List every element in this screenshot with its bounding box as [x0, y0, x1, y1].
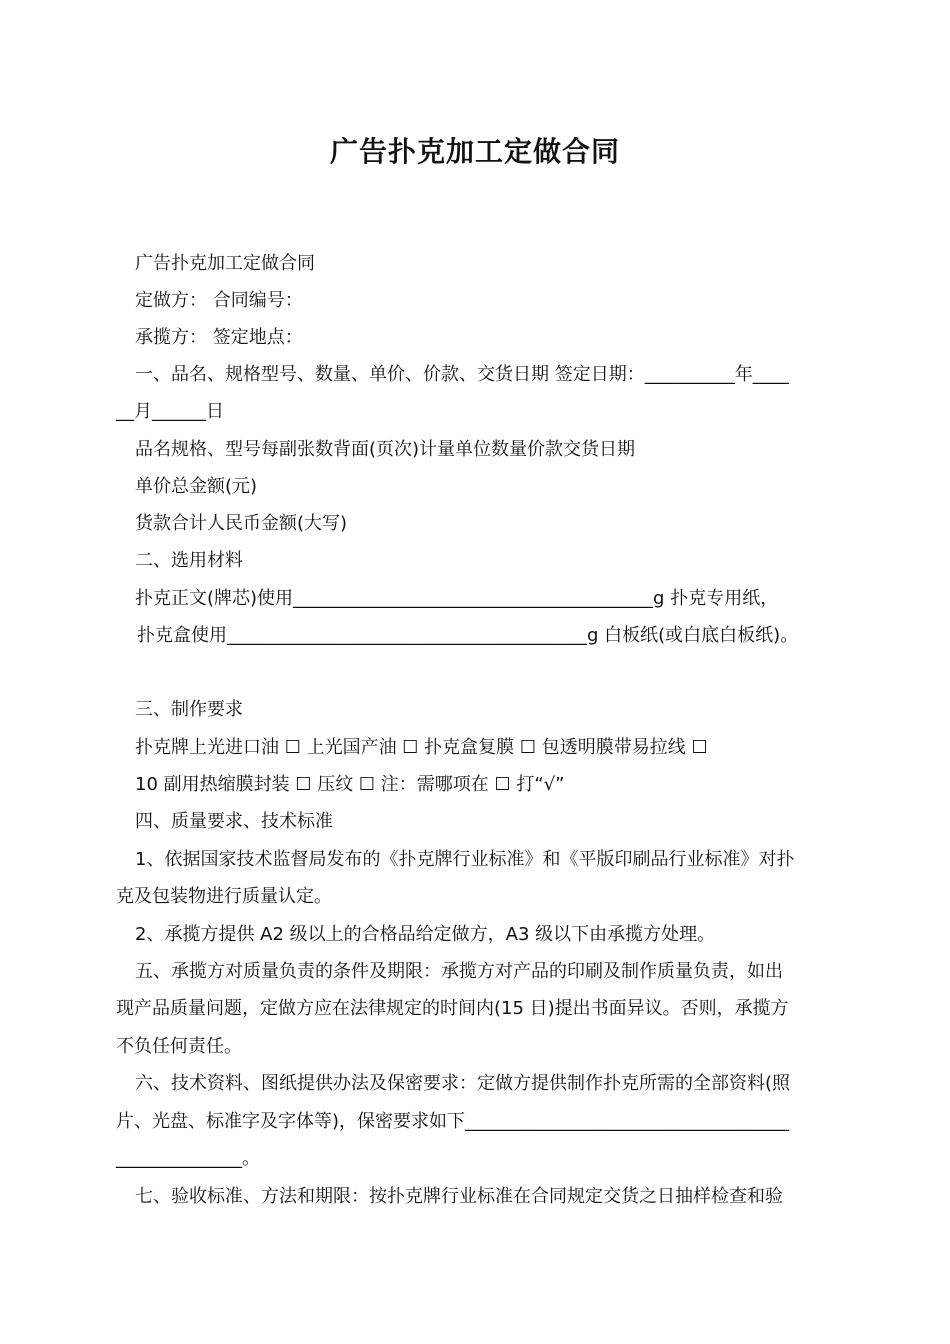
- section-5-line-1: 五、承揽方对质量负责的条件及期限：承揽方对产品的印刷及制作质量负责，如出: [135, 961, 783, 982]
- box-paper-line: 扑克盒使用________________________________________g 白板纸(或白底白板纸)。: [137, 625, 799, 646]
- clause-4-2: 2、承揽方提供 A2 级以上的合格品给定做方，A3 级以下由承揽方处理。: [135, 924, 716, 945]
- section-7-line-1: 七、验收标准、方法和期限：按扑克牌行业标准在合同规定交货之日抽样检查和验: [135, 1186, 783, 1207]
- options-line-1: 扑克牌上光进口油 ☐ 上光国产油 ☐ 扑克盒复膜 ☐ 包透明膜带易拉线 ☐: [135, 737, 708, 758]
- section-6-line-1: 六、技术资料、图纸提供办法及保密要求：定做方提供制作扑克所需的全部资料(照: [135, 1073, 791, 1094]
- contract-heading: 广告扑克加工定做合同: [135, 253, 315, 274]
- total-rmb-line: 货款合计人民币金额(大写): [135, 513, 348, 534]
- section-5-line-2: 现产品质量问题，定做方应在法律规定的时间内(15 日)提出书面异议。否则，承揽方: [116, 998, 789, 1019]
- clause-4-1-line-2: 克及包装物进行质量认定。: [116, 886, 332, 907]
- contractor-line: 承揽方： 签定地点：: [135, 327, 303, 348]
- document-title: 广告扑克加工定做合同: [329, 135, 620, 168]
- section-3-heading: 三、制作要求: [135, 699, 243, 720]
- card-paper-line: 扑克正文(牌芯)使用________________________________________g 扑克专用纸，: [135, 588, 779, 609]
- section-1-date-continued: __月______日: [116, 401, 224, 422]
- section-4-heading: 四、质量要求、技术标准: [135, 811, 333, 832]
- price-total-line: 单价总金额(元): [135, 476, 258, 497]
- clause-4-1-line-1: 1、依据国家技术监督局发布的《扑克牌行业标准》和《平版印刷品行业标准》对扑: [135, 849, 795, 870]
- section-1-heading: 一、品名、规格型号、数量、单价、价款、交货日期 签定日期：__________年____: [135, 364, 789, 385]
- section-6-line-2: 片、光盘、标准字及字体等)，保密要求如下____________________________________: [116, 1111, 790, 1132]
- section-5-line-3: 不负任何责任。: [116, 1036, 242, 1057]
- product-columns-line: 品名规格、型号每副张数背面(页次)计量单位数量价款交货日期: [135, 439, 636, 460]
- section-2-heading: 二、选用材料: [135, 550, 243, 571]
- section-6-line-3: ______________。: [116, 1148, 260, 1169]
- orderer-line: 定做方： 合同编号：: [135, 290, 303, 311]
- options-line-2: 10 副用热缩膜封装 ☐ 压纹 ☐ 注：需哪项在 ☐ 打“√”: [135, 774, 565, 795]
